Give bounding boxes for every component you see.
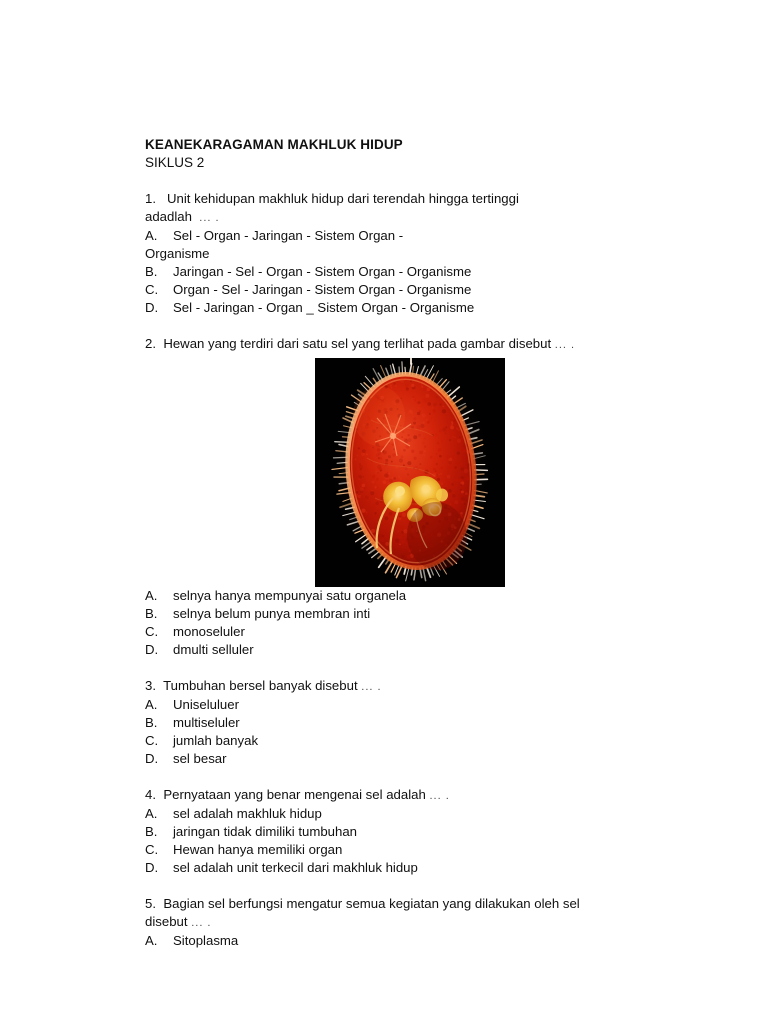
paramecium-cell-stage (315, 358, 505, 587)
option-3-a-text: Uniseluluer (173, 697, 239, 712)
option-4-b[interactable] (145, 823, 675, 841)
option-4-d[interactable] (145, 859, 675, 877)
option-2-d[interactable] (145, 641, 675, 659)
question-2-figure-wrap (145, 358, 675, 587)
question-3-stem (145, 677, 675, 696)
question-2-options (145, 587, 675, 659)
option-1-c-label: C. (145, 282, 159, 297)
option-2-a-text: selnya hanya mempunyai satu organela (173, 588, 407, 603)
option-4-a-label: A. (145, 806, 158, 821)
option-3-c-text: jumlah banyak (173, 733, 259, 748)
option-2-b-label: B. (145, 606, 158, 621)
option-2-c[interactable] (145, 623, 675, 641)
question-5-options (145, 932, 675, 950)
option-1-b[interactable] (145, 263, 675, 281)
question-4 (145, 786, 675, 877)
option-3-a-label: A. (145, 697, 158, 712)
question-3 (145, 677, 675, 768)
question-4-options (145, 805, 675, 877)
option-5-a[interactable] (145, 932, 675, 950)
option-3-d[interactable] (145, 750, 675, 768)
option-4-d-text: sel adalah unit terkecil dari makhluk hidup (173, 860, 418, 875)
option-3-d-label: D. (145, 751, 159, 766)
option-1-b-text: Jaringan - Sel - Organ - Sistem Organ - Organisme (173, 264, 472, 279)
question-1 (145, 190, 675, 317)
paramecium-micrograph-image (315, 358, 505, 587)
question-3-options (145, 696, 675, 768)
option-2-d-text: dmulti selluler (173, 642, 254, 657)
option-4-c-label: C. (145, 842, 159, 857)
option-4-a-text: sel adalah makhluk hidup (173, 806, 322, 821)
paramecium-illustration-svg (315, 358, 505, 587)
question-4-ellipsis: ... . (429, 790, 450, 802)
question-1-stem-line2 (145, 208, 675, 227)
option-3-d-text: sel besar (173, 751, 227, 766)
option-1-a-text-cont: Organisme (145, 246, 210, 261)
option-2-b[interactable] (145, 605, 675, 623)
option-1-d[interactable] (145, 299, 675, 317)
option-5-a-text: Sitoplasma (173, 933, 239, 948)
option-4-c-text: Hewan hanya memiliki organ (173, 842, 343, 857)
option-3-c[interactable] (145, 732, 675, 750)
question-4-stem (145, 786, 675, 805)
option-5-a-label: A. (145, 933, 158, 948)
question-5-stem-line2 (145, 913, 675, 932)
question-5-ellipsis: ... . (191, 917, 212, 929)
question-5-stem-line2-text: disebut (145, 914, 188, 929)
question-2-ellipsis: ... . (554, 339, 576, 351)
option-4-b-label: B. (145, 824, 158, 839)
option-4-d-label: D. (145, 860, 159, 875)
page-title: KEANEKARAGAMAN MAKHLUK HIDUP (145, 137, 403, 152)
option-2-d-label: D. (145, 642, 159, 657)
option-3-a[interactable] (145, 696, 675, 714)
option-4-a[interactable] (145, 805, 675, 823)
option-2-a-label: A. (145, 588, 158, 603)
option-2-c-text: monoseluler (173, 624, 245, 639)
option-1-b-label: B. (145, 264, 158, 279)
question-5 (145, 895, 675, 950)
question-2 (145, 335, 675, 659)
option-1-d-text: Sel - Jaringan - Organ _ Sistem Organ - Organisme (173, 300, 475, 315)
question-3-stem-text: 3. Tumbuhan bersel banyak disebut (145, 678, 358, 693)
question-1-stem-line1: 1. Unit kehidupan makhluk hidup dari terendah hingga tertinggi (145, 191, 519, 206)
option-1-d-label: D. (145, 300, 159, 315)
option-1-c-text: Organ - Sel - Jaringan - Sistem Organ - Organisme (173, 282, 472, 297)
option-1-a-label: A. (145, 228, 158, 243)
question-4-stem-text: 4. Pernyataan yang benar mengenai sel adalah (145, 787, 426, 802)
option-2-a[interactable] (145, 587, 675, 605)
question-1-ellipsis: ... . (199, 212, 220, 224)
option-3-b-label: B. (145, 715, 158, 730)
question-5-stem-line1: 5. Bagian sel berfungsi mengatur semua kegiatan yang dilakukan oleh sel (145, 896, 580, 911)
option-1-a-continuation (145, 245, 675, 263)
option-1-c[interactable] (145, 281, 675, 299)
option-2-c-label: C. (145, 624, 159, 639)
option-3-b-text: multiseluler (173, 715, 240, 730)
option-1-a[interactable] (145, 227, 675, 245)
option-4-c[interactable] (145, 841, 675, 859)
question-2-stem-text: 2. Hewan yang terdiri dari satu sel yang terlihat pada gambar disebut (145, 336, 552, 351)
document-content (145, 136, 675, 950)
option-2-b-text: selnya belum punya membran inti (173, 606, 371, 621)
option-1-a-text: Sel - Organ - Jaringan - Sistem Organ - (173, 228, 404, 243)
question-1-stem-line2-text: adadlah (145, 209, 192, 224)
option-4-b-text: jaringan tidak dimiliki tumbuhan (173, 824, 357, 839)
question-2-stem (145, 335, 675, 354)
option-3-c-label: C. (145, 733, 159, 748)
option-3-b[interactable] (145, 714, 675, 732)
question-3-ellipsis: ... . (361, 681, 382, 693)
question-1-options (145, 227, 675, 317)
page-subtitle: SIKLUS 2 (145, 155, 205, 170)
